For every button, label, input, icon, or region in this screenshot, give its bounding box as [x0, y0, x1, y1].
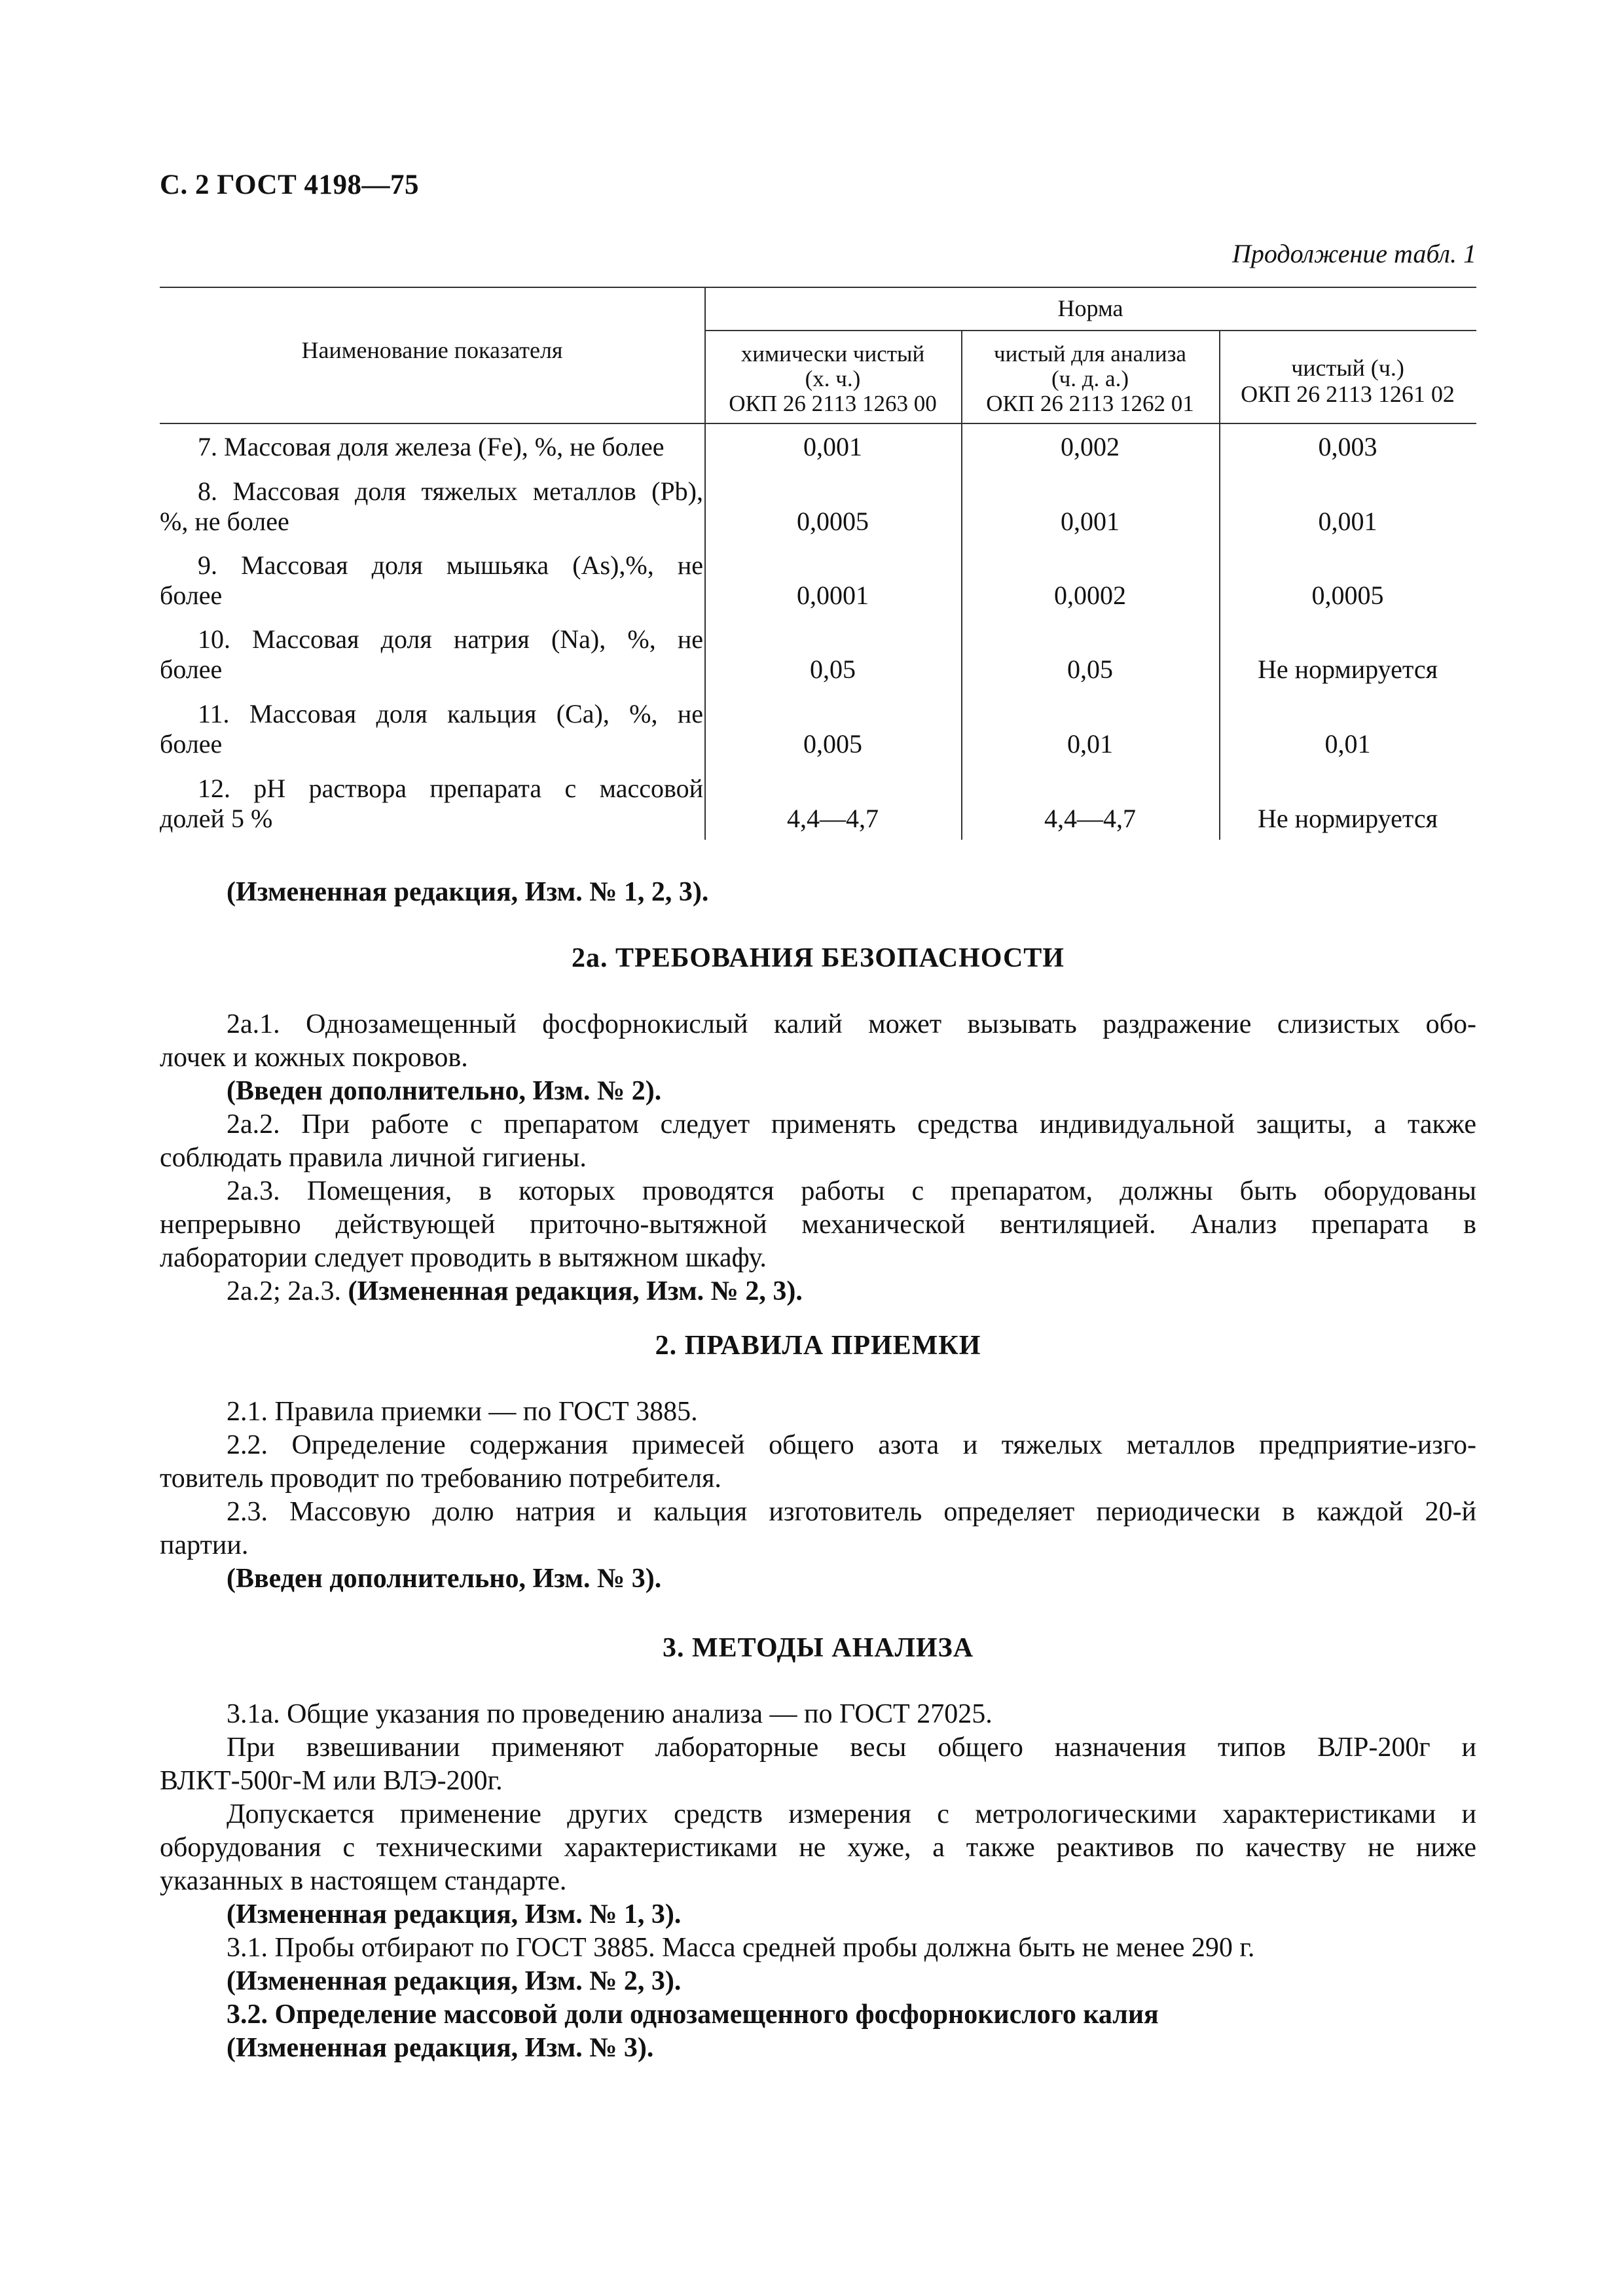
paragraph-line: оборудования с техническими характеристиками не хуже, а также реактивов по качеству не ниже: [160, 1833, 1476, 1863]
row-name-line: 9. Массовая доля мышьяка (As),%, не: [198, 550, 703, 580]
section-3-body: [160, 1698, 1476, 2065]
amendment-note: [160, 1275, 1476, 1308]
paragraph-line: товитель проводит по требованию потребителя.: [160, 1463, 721, 1494]
paragraph-line: указанных в настоящем стандарте.: [160, 1866, 567, 1896]
column-header-grade: [961, 342, 1219, 416]
subsection-title: 3.2. Определение массовой доли однозамещенного фосфорнокислого калия: [227, 2000, 1159, 2030]
row-name: [160, 550, 703, 611]
paragraph-line: 2а.1. Однозамещенный фосфорнокислый калий может вызывать раздражение слизистых обо-: [227, 1009, 1476, 1039]
grade-okp: ОКП 26 2113 1263 00: [729, 391, 937, 416]
note-bold: (Измененная редакция, Изм. № 2, 3).: [348, 1276, 803, 1306]
paragraph-line: лаборатории следует проводить в вытяжном шкафу.: [160, 1243, 767, 1273]
column-header-grade: [704, 342, 961, 416]
paragraph-line: Допускается применение других средств измерения с метрологическими характеристиками и: [227, 1799, 1476, 1829]
row-name-line: 8. Массовая доля тяжелых металлов (Pb),: [198, 476, 703, 506]
row-name-line: долей 5 %: [160, 804, 273, 833]
section-2a-body: [160, 1008, 1476, 1308]
row-value: 0,05: [810, 655, 856, 684]
row-value: 0,002: [1061, 432, 1120, 461]
row-name: [160, 624, 703, 685]
paragraph-line: 2а.3. Помещения, в которых проводятся работы с препаратом, должны быть оборудованы: [227, 1176, 1476, 1206]
note-prefix: 2а.2; 2а.3.: [227, 1276, 348, 1306]
row-value: 0,0005: [1311, 581, 1384, 610]
row-value: 0,01: [1324, 729, 1371, 759]
row-value: 0,0001: [797, 581, 869, 610]
section-2-heading: 2. ПРАВИЛА ПРИЕМКИ: [655, 1331, 981, 1361]
row-value: 0,01: [1067, 729, 1113, 759]
amendment-note: (Введен дополнительно, Изм. № 2).: [227, 1076, 662, 1106]
row-name-line: %, не более: [160, 507, 289, 536]
table-header-rule: [160, 423, 1476, 424]
paragraph-line: 2.3. Массовую долю натрия и кальция изготовитель определяет периодически в каждой 20-й: [227, 1497, 1476, 1527]
paragraph-line: 2.2. Определение содержания примесей общего азота и тяжелых металлов предприятие-изго-: [227, 1430, 1476, 1460]
row-value: 0,005: [803, 729, 862, 759]
row-name-line: более: [160, 581, 223, 610]
row-name: [160, 699, 703, 759]
paragraph-line: 2а.2. При работе с препаратом следует применять средства индивидуальной защиты, а также: [227, 1109, 1476, 1139]
grade-label: чистый (ч.): [1291, 355, 1404, 381]
column-header-norm: Норма: [1057, 295, 1123, 321]
table-continuation-label: Продолжение табл. 1: [1231, 239, 1476, 268]
amendment-note: (Измененная редакция, Изм. № 1, 3).: [227, 1899, 682, 1929]
table-amendment-note: (Измененная редакция, Изм. № 1, 2, 3).: [227, 877, 709, 907]
grade-abbr: (х. ч.): [805, 366, 861, 391]
section-2-body: [160, 1395, 1476, 1596]
row-value: 0,001: [1318, 507, 1377, 536]
grade-label: химически чистый: [740, 341, 925, 367]
row-value: Не нормируется: [1258, 655, 1438, 684]
paragraph-line: соблюдать правила личной гигиены.: [160, 1143, 587, 1173]
paragraph-line: ВЛКТ-500г-М или ВЛЭ-200г.: [160, 1766, 503, 1796]
row-value: 0,001: [1061, 507, 1120, 536]
table-top-rule: [160, 287, 1476, 288]
row-name-line: 12. pH раствора препарата с массовой: [198, 774, 703, 803]
amendment-note: (Измененная редакция, Изм. № 2, 3).: [227, 1966, 682, 1996]
grade-abbr: (ч. д. а.): [1051, 366, 1129, 391]
row-name-line: более: [160, 729, 223, 759]
row-value: 0,001: [803, 432, 862, 461]
row-name-line: 11. Массовая доля кальция (Ca), %, не: [198, 699, 703, 728]
paragraph-line: лочек и кожных покровов.: [160, 1043, 468, 1073]
grade-label: чистый для анализа: [994, 341, 1186, 367]
grade-okp: ОКП 26 2113 1261 02: [1241, 381, 1455, 407]
table-norm-rule: [704, 330, 1476, 331]
row-value: 0,0002: [1054, 581, 1126, 610]
page-header: С. 2 ГОСТ 4198—75: [160, 170, 420, 200]
row-name-line: 10. Массовая доля натрия (Na), %, не: [198, 624, 703, 654]
paragraph-line: партии.: [160, 1530, 249, 1560]
row-name: [160, 774, 703, 834]
amendment-note: (Измененная редакция, Изм. № 3).: [227, 2033, 654, 2063]
paragraph-line: непрерывно действующей приточно-вытяжной механической вентиляцией. Анализ препарата в: [160, 1210, 1476, 1240]
section-3-heading: 3. МЕТОДЫ АНАЛИЗА: [662, 1633, 974, 1663]
row-value: 4,4—4,7: [1044, 804, 1136, 833]
amendment-note: (Введен дополнительно, Изм. № 3).: [227, 1564, 662, 1594]
paragraph-line: При взвешивании применяют лабораторные весы общего назначения типов ВЛР-200г и: [227, 1732, 1476, 1763]
row-value: 0,05: [1067, 655, 1113, 684]
paragraph-line: 3.1а. Общие указания по проведению анализа — по ГОСТ 27025.: [227, 1699, 993, 1729]
row-value: 0,0005: [797, 507, 869, 536]
section-2a-heading: 2а. ТРЕБОВАНИЯ БЕЗОПАСНОСТИ: [572, 943, 1065, 973]
row-value: Не нормируется: [1258, 804, 1438, 833]
paragraph-line: 2.1. Правила приемки — по ГОСТ 3885.: [227, 1397, 698, 1427]
column-header-name: Наименование показателя: [301, 337, 563, 363]
row-name-line: более: [160, 655, 223, 684]
row-name: [160, 476, 703, 537]
paragraph-line: 3.1. Пробы отбирают по ГОСТ 3885. Масса средней пробы должна быть не менее 290 г.: [227, 1933, 1255, 1963]
row-value: 4,4—4,7: [787, 804, 879, 833]
column-header-grade: [1219, 355, 1476, 407]
grade-okp: ОКП 26 2113 1262 01: [986, 391, 1194, 416]
row-name: 7. Массовая доля железа (Fe), %, не более: [198, 432, 665, 461]
row-value: 0,003: [1318, 432, 1377, 461]
